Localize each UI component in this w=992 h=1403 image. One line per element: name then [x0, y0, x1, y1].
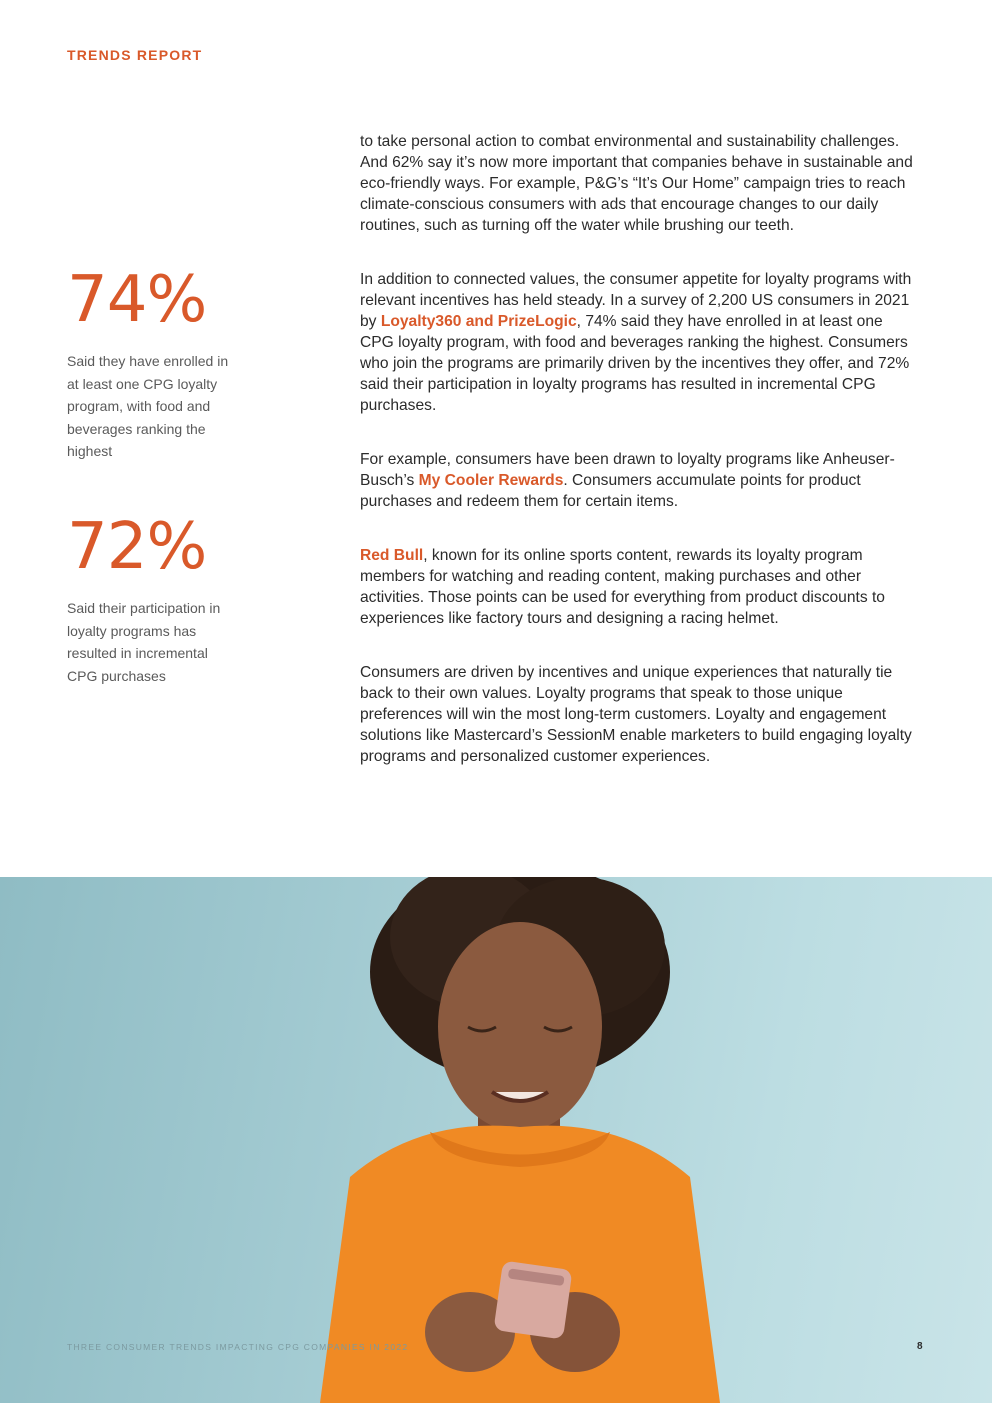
paragraph-sustainability: to take personal action to combat environmental and sustainability challenges. And 62% say it’s now more important that companies behave in sustainable and eco-friendly ways. For example, P&G’s “It’s Our Home” campaign tries to reach climate-conscious consumers with ads that encourage changes to our daily routines, such as turning off the water while brushing our teeth.	[360, 133, 913, 234]
paragraph-conclusion: Consumers are driven by incentives and unique experiences that naturally tie back to their own values. Loyalty programs that speak to those unique preferences will win the most long-term customers. Loyalty and engagement solutions like Mastercard’s SessionM enable marketers to build engaging loyalty programs and personalized customer experiences.	[360, 664, 912, 765]
stat-value: 72%	[67, 510, 207, 584]
article-body	[360, 131, 920, 800]
stat-block-enrolled	[67, 263, 242, 463]
link-my-cooler-rewards[interactable]: My Cooler Rewards	[418, 472, 564, 489]
paragraph-cooler-rewards: For example, consumers have been drawn to loyalty programs like Anheuser-Busch’s My Cooler Rewards. Consumers accumulate points for product purchases and redeem them for certain items.	[360, 451, 895, 510]
footer-report-title: THREE CONSUMER TRENDS IMPACTING CPG COMPANIES IN 2022	[67, 1342, 409, 1352]
woman-with-phone-illustration	[0, 877, 992, 1403]
hero-photo	[0, 877, 992, 1403]
stat-block-incremental	[67, 510, 242, 687]
stat-value: 74%	[67, 263, 207, 337]
page-number: 8	[917, 1341, 923, 1352]
paragraph-loyalty-survey: In addition to connected values, the consumer appetite for loyalty programs with relevant incentives has held steady. In a survey of 2,200 US consumers in 2021 by Loyalty360 and PrizeLogic, 74% said they have enrolled in at least one CPG loyalty program, with food and beverages ranking the highest. Consumers who join the programs are primarily driven by the incentives they offer, and 72% said their participation in loyalty programs has resulted in incremental CPG purchases.	[360, 271, 912, 414]
stat-caption: Said their participation in loyalty programs has resulted in incremental CPG purchases	[67, 600, 221, 684]
link-red-bull[interactable]: Red Bull	[360, 547, 424, 564]
stat-caption: Said they have enrolled in at least one CPG loyalty program, with food and beverages ranking the highest	[67, 353, 229, 459]
link-loyalty360[interactable]: Loyalty360 and PrizeLogic	[380, 313, 577, 330]
paragraph-red-bull: Red Bull, known for its online sports content, rewards its loyalty program members for watching and reading content, making purchases and other activities. Those points can be used for everything from product discounts to experiences like factory tours and designing a racing helmet.	[360, 547, 885, 627]
report-label: TRENDS REPORT	[67, 47, 203, 63]
